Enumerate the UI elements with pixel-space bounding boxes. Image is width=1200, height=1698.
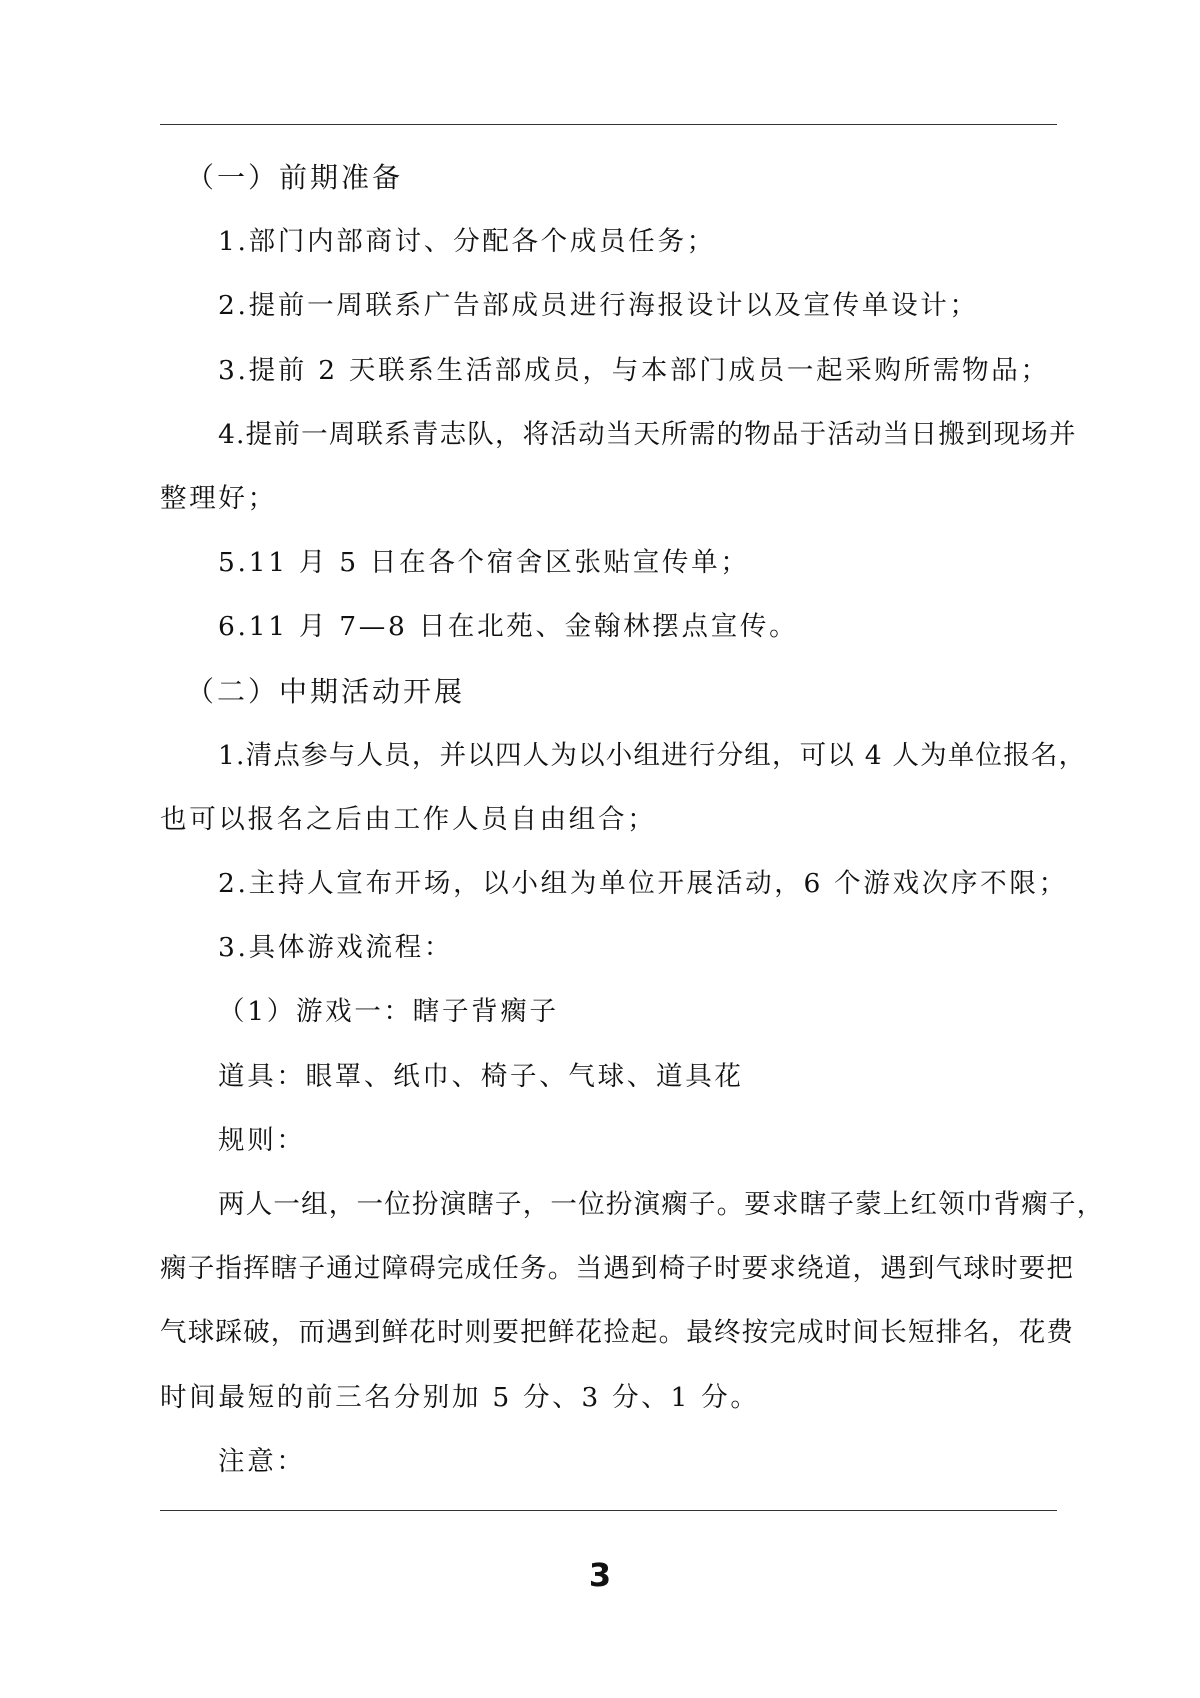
prep-item-3: 3.提前 2 天联系生活部成员，与本部门成员一起采购所需物品； [218, 354, 1050, 386]
prep-item-4-continued: 整理好； [160, 482, 277, 514]
prep-item-4: 4.提前一周联系青志队，将活动当天所需的物品于活动当日搬到现场并 [218, 418, 1077, 450]
game-one-rules-line-2: 瘸子指挥瞎子通过障碍完成任务。当遇到椅子时要求绕道，遇到气球时要把 [160, 1253, 1075, 1285]
game-one-rules-line-3: 气球踩破，而遇到鲜花时则要把鲜花捡起。最终按完成时间长短排名，花费 [160, 1317, 1075, 1349]
footer-rule [160, 1510, 1057, 1511]
section-heading-preparation: （一）前期准备 [186, 161, 404, 194]
game-one-props: 道具：眼罩、纸巾、椅子、气球、道具花 [218, 1060, 744, 1092]
prep-item-2: 2.提前一周联系广告部成员进行海报设计以及宣传单设计； [218, 290, 979, 322]
section-heading-activity: （二）中期活动开展 [186, 674, 466, 708]
game-one-title: （1）游戏一：瞎子背瘸子 [218, 996, 559, 1028]
prep-item-6: 6.11 月 7—8 日在北苑、金翰林摆点宣传。 [218, 611, 799, 643]
activity-item-3: 3.具体游戏流程： [218, 932, 454, 964]
activity-item-2: 2.主持人宣布开场，以小组为单位开展活动，6 个游戏次序不限； [218, 868, 1068, 900]
page-number: 3 [588, 1556, 612, 1594]
header-rule [160, 124, 1057, 125]
prep-item-1: 1.部门内部商讨、分配各个成员任务； [218, 226, 716, 258]
activity-item-1-continued: 也可以报名之后由工作人员自由组合； [160, 803, 657, 835]
game-one-rules-line-4: 时间最短的前三名分别加 5 分、3 分、1 分。 [160, 1381, 760, 1413]
activity-item-1: 1.清点参与人员，并以四人为以小组进行分组，可以 4 人为单位报名， [218, 739, 1087, 771]
document-body [160, 146, 1105, 1494]
game-one-notes-label: 注意： [218, 1445, 306, 1477]
game-one-rules-line-1: 两人一组，一位扮演瞎子，一位扮演瘸子。要求瞎子蒙上红领巾背瘸子， [218, 1189, 1105, 1220]
prep-item-5: 5.11 月 5 日在各个宿舍区张贴宣传单； [218, 547, 750, 579]
game-one-rules-label: 规则： [218, 1124, 306, 1156]
